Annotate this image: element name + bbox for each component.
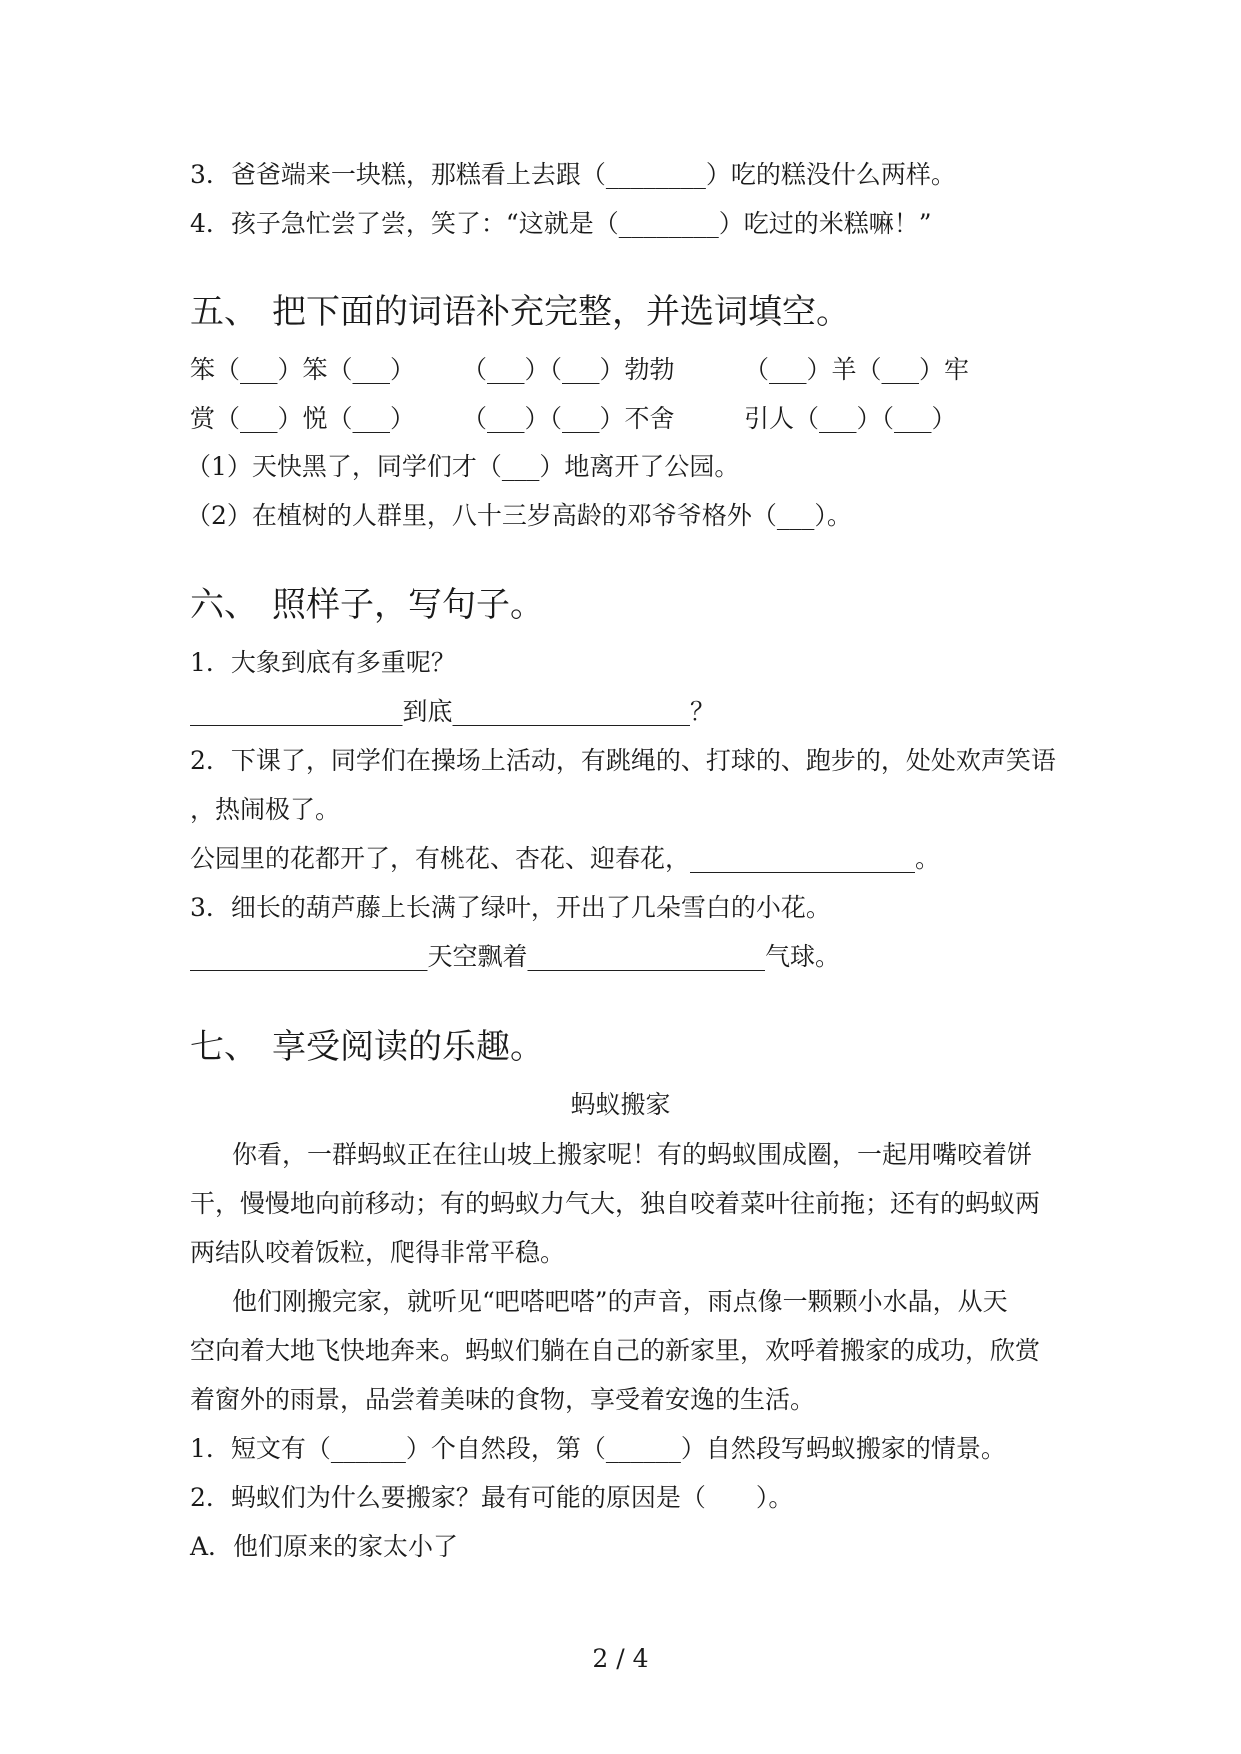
passage-p2-line1: 他们刚搬完家，就听见“吧嗒吧嗒”的声音，雨点像一颗颗小水晶，从天 <box>232 1287 1008 1316</box>
passage-title: 蚂蚁搬家 <box>570 1090 671 1119</box>
option-a: A．他们原来的家太小了 <box>190 1532 459 1561</box>
section-number: 五、 <box>190 292 258 332</box>
passage-p1-line3: 两结队咬着饭粒，爬得非常平稳。 <box>190 1238 566 1267</box>
fill-sentence-1: （1）天快黑了，同学们才（___）地离开了公园。 <box>186 452 740 481</box>
passage-p2-line2: 空向着大地飞快地奔来。蚂蚁们躺在自己的新家里，欢呼着搬家的成功，欣赏 <box>190 1336 1041 1365</box>
fill-sentence-2: （2）在植树的人群里，八十三岁高龄的邓爷爷格外（___）。 <box>186 501 852 530</box>
answer-line-6-1: _________________到底___________________？ <box>190 697 716 726</box>
question-6-2: 2．下课了，同学们在操场上活动，有跳绳的、打球的、跑步的，处处欢声笑语 <box>190 746 1056 775</box>
passage-p1-line1: 你看，一群蚂蚁正在往山坡上搬家呢！有的蚂蚁围成圈，一起用嘴咬着饼 <box>232 1140 1033 1169</box>
question-7-2: 2．蚂蚁们为什么要搬家？最有可能的原因是（ ）。 <box>190 1483 794 1512</box>
word-fill-2: （___）（___）勃勃 <box>462 355 675 384</box>
question-6-3: 3．细长的葫芦藤上长满了绿叶，开出了几朵雪白的小花。 <box>190 893 831 922</box>
section-number: 六、 <box>190 585 258 625</box>
question-6-2-cont: ，热闹极了。 <box>190 795 341 824</box>
section-title: 把下面的词语补充完整，并选词填空。 <box>272 292 850 332</box>
word-fill-5: （___）（___）不舍 <box>462 404 675 433</box>
section-number: 七、 <box>190 1027 258 1067</box>
passage-p2-line3: 着窗外的雨景，品尝着美味的食物，享受着安逸的生活。 <box>190 1385 816 1414</box>
section-title: 照样子，写句子。 <box>272 585 544 625</box>
question-4-3: 3．爸爸端来一块糕，那糕看上去跟（________）吃的糕没什么两样。 <box>190 160 956 189</box>
word-fill-6: 引人（___）（___） <box>744 404 957 433</box>
section-title: 享受阅读的乐趣。 <box>272 1027 544 1067</box>
word-fill-3: （___）羊（___）牢 <box>744 355 970 384</box>
section-6-heading <box>190 585 544 625</box>
word-fill-1: 笨（___）笨（___） <box>190 355 416 384</box>
passage-p1-line2: 干，慢慢地向前移动；有的蚂蚁力气大，独自咬着菜叶往前拖；还有的蚂蚁两 <box>190 1189 1041 1218</box>
question-6-1: 1．大象到底有多重呢？ <box>190 648 456 677</box>
section-5-heading <box>190 292 850 332</box>
answer-line-6-3: ___________________天空飘着___________________气球。 <box>190 942 841 971</box>
page-number: 2 / 4 <box>592 1644 649 1673</box>
question-7-1: 1．短文有（______）个自然段，第（______）自然段写蚂蚁搬家的情景。 <box>190 1434 1006 1463</box>
section-7-heading <box>190 1027 544 1067</box>
answer-line-6-2: 公园里的花都开了，有桃花、杏花、迎春花，__________________。 <box>190 844 941 873</box>
question-4-4: 4．孩子急忙尝了尝，笑了：“这就是（________）吃过的米糕嘛！” <box>190 209 932 238</box>
word-fill-4: 赏（___）悦（___） <box>190 404 416 433</box>
